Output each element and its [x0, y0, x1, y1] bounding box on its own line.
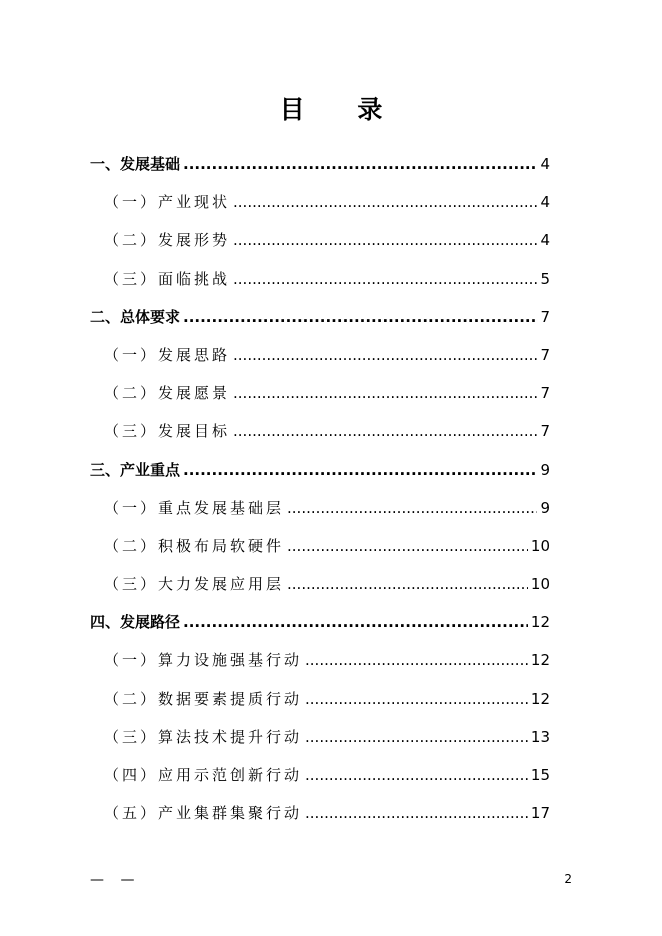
- toc-entry-label: 二、总体要求: [90, 307, 181, 326]
- toc-entry[interactable]: [90, 794, 550, 832]
- toc-entry[interactable]: [90, 412, 550, 450]
- toc-entry[interactable]: [90, 641, 550, 679]
- toc-entry-page: 9: [540, 498, 550, 517]
- toc-leader-dots: [233, 336, 537, 374]
- toc-entry-label: （四）应用示范创新行动: [104, 766, 303, 784]
- toc-entry[interactable]: [90, 565, 550, 603]
- toc-entry[interactable]: [90, 718, 550, 756]
- toc-leader-dots: [233, 183, 537, 221]
- toc-entry-label: 一、发展基础: [90, 155, 181, 173]
- toc-entry[interactable]: [90, 489, 550, 527]
- toc-leader-dots: [183, 451, 537, 489]
- toc-entry[interactable]: [90, 374, 550, 412]
- toc-entry-page: 12: [530, 689, 550, 708]
- toc-entry-page: 10: [530, 575, 550, 594]
- toc-entry-label: （二）发展愿景: [104, 384, 231, 403]
- toc-entry-page: 12: [530, 651, 550, 670]
- toc-entry-label: 三、产业重点: [90, 460, 181, 479]
- toc-leader-dots: [305, 680, 528, 718]
- toc-leader-dots: [233, 374, 537, 412]
- toc-entry-label: （一）算力设施强基行动: [104, 651, 303, 670]
- toc-entry-page: 7: [540, 307, 550, 326]
- toc-leader-dots: [233, 260, 537, 298]
- toc-leader-dots: [287, 565, 528, 603]
- toc-leader-dots: [183, 298, 537, 336]
- toc-leader-dots: [233, 412, 537, 450]
- toc-entry[interactable]: [90, 221, 550, 259]
- toc-leader-dots: [305, 756, 528, 794]
- table-of-contents: [90, 145, 550, 832]
- toc-leader-dots: [233, 221, 537, 259]
- toc-entry-page: 13: [530, 727, 550, 746]
- page-number: 2: [564, 872, 572, 886]
- toc-entry-label: （一）发展思路: [104, 345, 231, 364]
- toc-entry[interactable]: [90, 145, 550, 183]
- toc-entry-page: 4: [540, 193, 550, 212]
- footer-dash: — —: [90, 872, 141, 888]
- toc-entry[interactable]: [90, 260, 550, 298]
- toc-entry-label: （一）产业现状: [104, 193, 231, 212]
- toc-leader-dots: [305, 718, 528, 756]
- toc-entry-page: 12: [530, 613, 550, 632]
- toc-entry[interactable]: [90, 298, 550, 336]
- toc-entry-label: （三）面临挑战: [104, 269, 231, 288]
- toc-entry-label: （二）数据要素提质行动: [104, 689, 303, 708]
- toc-entry-label: （二）积极布局软硬件: [104, 536, 285, 555]
- toc-entry-page: 4: [540, 231, 550, 250]
- toc-entry[interactable]: [90, 756, 550, 794]
- toc-entry[interactable]: [90, 527, 550, 565]
- toc-entry-label: （五）产业集群集聚行动: [104, 804, 303, 823]
- toc-entry[interactable]: [90, 603, 550, 641]
- toc-entry-page: 9: [540, 460, 550, 479]
- toc-leader-dots: [287, 527, 528, 565]
- toc-entry[interactable]: [90, 451, 550, 489]
- toc-entry-page: 10: [530, 536, 550, 555]
- toc-entry-label: （三）算法技术提升行动: [104, 727, 303, 746]
- page-title: 目 录: [279, 95, 405, 124]
- toc-entry-label: （三）发展目标: [104, 422, 231, 441]
- toc-entry[interactable]: [90, 336, 550, 374]
- toc-entry-page: 5: [540, 269, 550, 288]
- toc-entry-page: 7: [540, 384, 550, 403]
- toc-leader-dots: [183, 145, 537, 183]
- toc-leader-dots: [305, 794, 528, 832]
- toc-leader-dots: [287, 489, 537, 527]
- toc-entry[interactable]: [90, 183, 550, 221]
- toc-entry-label: （三）大力发展应用层: [104, 575, 285, 594]
- toc-entry-page: 7: [540, 345, 550, 364]
- toc-entry-label: 四、发展路径: [90, 613, 181, 632]
- toc-leader-dots: [305, 641, 528, 679]
- toc-entry-label: （一）重点发展基础层: [104, 498, 285, 517]
- toc-entry[interactable]: [90, 680, 550, 718]
- toc-entry-page: 4: [540, 155, 550, 173]
- toc-leader-dots: [183, 603, 528, 641]
- toc-entry-page: 17: [530, 804, 550, 823]
- toc-entry-label: （二）发展形势: [104, 231, 231, 250]
- toc-entry-page: 15: [530, 766, 550, 784]
- toc-entry-page: 7: [540, 422, 550, 441]
